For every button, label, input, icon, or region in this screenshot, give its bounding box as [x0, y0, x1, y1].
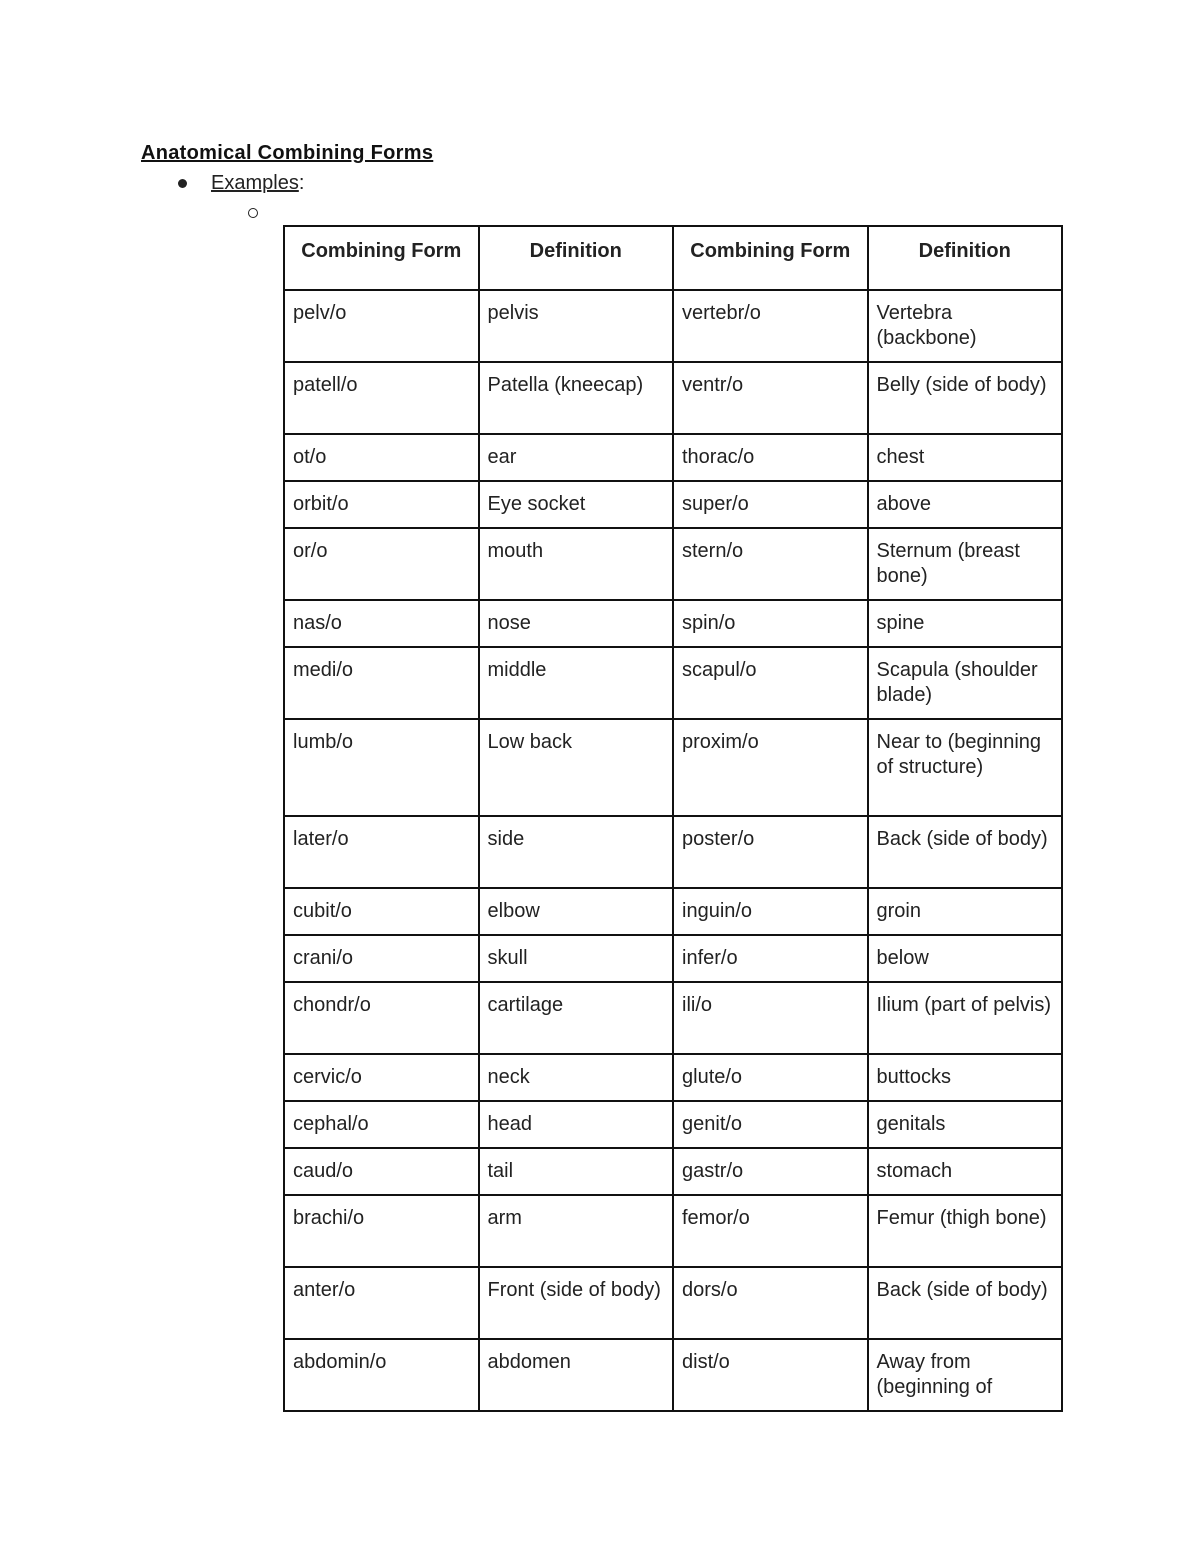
table-cell: groin [868, 888, 1063, 935]
table-row [284, 1267, 1062, 1339]
header-combining-form-2: Combining Form [673, 226, 868, 290]
bullet-dot-icon [178, 179, 187, 188]
table-cell: buttocks [868, 1054, 1063, 1101]
header-definition-1: Definition [479, 226, 674, 290]
table-cell: scapul/o [673, 647, 868, 719]
table-cell: middle [479, 647, 674, 719]
table-cell: ot/o [284, 434, 479, 481]
table-cell: cartilage [479, 982, 674, 1054]
table-cell: tail [479, 1148, 674, 1195]
table-cell: anter/o [284, 1267, 479, 1339]
header-definition-2: Definition [868, 226, 1063, 290]
table-cell: ili/o [673, 982, 868, 1054]
table-cell: infer/o [673, 935, 868, 982]
table-cell: Back (side of body) [868, 816, 1063, 888]
table-cell: genitals [868, 1101, 1063, 1148]
table-cell: super/o [673, 481, 868, 528]
table-cell: nas/o [284, 600, 479, 647]
table-cell: medi/o [284, 647, 479, 719]
table-cell: arm [479, 1195, 674, 1267]
table-row [284, 935, 1062, 982]
table-row [284, 647, 1062, 719]
table-row [284, 1101, 1062, 1148]
examples-colon: : [298, 172, 305, 194]
table-row [284, 816, 1062, 888]
table-cell: nose [479, 600, 674, 647]
table-cell: or/o [284, 528, 479, 600]
table-row [284, 600, 1062, 647]
table-cell: Scapula (shoulder blade) [868, 647, 1063, 719]
table-cell: abdomen [479, 1339, 674, 1411]
table-cell: ventr/o [673, 362, 868, 434]
table-row [284, 434, 1062, 481]
table-cell: spine [868, 600, 1063, 647]
table-cell: Femur (thigh bone) [868, 1195, 1063, 1267]
table-cell: orbit/o [284, 481, 479, 528]
table-header-row [284, 226, 1062, 290]
table-cell: chest [868, 434, 1063, 481]
table-cell: Near to (beginning of structure) [868, 719, 1063, 816]
table-cell: genit/o [673, 1101, 868, 1148]
table-cell: crani/o [284, 935, 479, 982]
table-cell: head [479, 1101, 674, 1148]
table-cell: thorac/o [673, 434, 868, 481]
table-cell: caud/o [284, 1148, 479, 1195]
table-cell: Away from (beginning of [868, 1339, 1063, 1411]
table-cell: proxim/o [673, 719, 868, 816]
table-cell: spin/o [673, 600, 868, 647]
table-cell: patell/o [284, 362, 479, 434]
table-cell: Ilium (part of pelvis) [868, 982, 1063, 1054]
table-cell: chondr/o [284, 982, 479, 1054]
table-cell: neck [479, 1054, 674, 1101]
table-cell: Low back [479, 719, 674, 816]
table-row [284, 982, 1062, 1054]
table-cell: below [868, 935, 1063, 982]
table-cell: abdomin/o [284, 1339, 479, 1411]
table-row [284, 528, 1062, 600]
table-cell: cervic/o [284, 1054, 479, 1101]
table-cell: pelv/o [284, 290, 479, 362]
table-row [284, 290, 1062, 362]
page-title: Anatomical Combining Forms [141, 142, 434, 164]
table-cell: stomach [868, 1148, 1063, 1195]
table-cell: glute/o [673, 1054, 868, 1101]
table-cell: ear [479, 434, 674, 481]
bullet-examples [178, 172, 304, 195]
table-cell: femor/o [673, 1195, 868, 1267]
table-row [284, 1054, 1062, 1101]
table-cell: Patella (kneecap) [479, 362, 674, 434]
table-cell: above [868, 481, 1063, 528]
combining-forms-table [283, 225, 1063, 1412]
examples-link[interactable]: Examples [211, 172, 299, 194]
table-cell: inguin/o [673, 888, 868, 935]
table-cell: side [479, 816, 674, 888]
table-cell: dors/o [673, 1267, 868, 1339]
table-cell: Belly (side of body) [868, 362, 1063, 434]
table-cell: gastr/o [673, 1148, 868, 1195]
table-cell: Back (side of body) [868, 1267, 1063, 1339]
table-row [284, 719, 1062, 816]
table-cell: Eye socket [479, 481, 674, 528]
table-cell: stern/o [673, 528, 868, 600]
table-row [284, 481, 1062, 528]
table-cell: lumb/o [284, 719, 479, 816]
table-cell: Vertebra (backbone) [868, 290, 1063, 362]
table-row [284, 362, 1062, 434]
table-row [284, 1339, 1062, 1411]
table-cell: Front (side of body) [479, 1267, 674, 1339]
table-cell: elbow [479, 888, 674, 935]
table-cell: poster/o [673, 816, 868, 888]
table-row [284, 1148, 1062, 1195]
table-cell: skull [479, 935, 674, 982]
table-cell: dist/o [673, 1339, 868, 1411]
table-cell: later/o [284, 816, 479, 888]
table-cell: brachi/o [284, 1195, 479, 1267]
table-cell: cephal/o [284, 1101, 479, 1148]
table-cell: Sternum (breast bone) [868, 528, 1063, 600]
table-cell: pelvis [479, 290, 674, 362]
table-cell: mouth [479, 528, 674, 600]
sub-bullet-circle-icon [248, 208, 258, 218]
table-cell: cubit/o [284, 888, 479, 935]
header-combining-form-1: Combining Form [284, 226, 479, 290]
table-row [284, 1195, 1062, 1267]
table-row [284, 888, 1062, 935]
table-cell: vertebr/o [673, 290, 868, 362]
